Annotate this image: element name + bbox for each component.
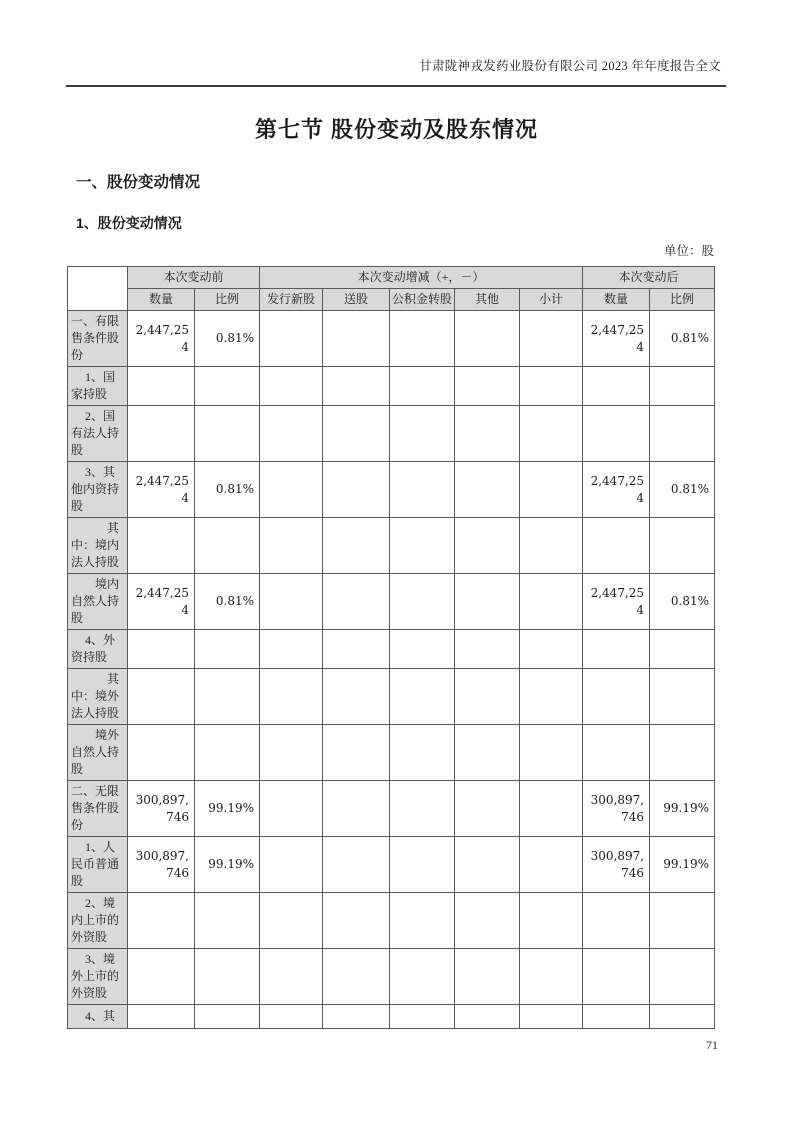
value-cell	[455, 893, 520, 949]
value-cell	[390, 574, 455, 630]
value-cell	[195, 725, 260, 781]
value-cell: 2,447,254	[583, 462, 650, 518]
value-cell	[323, 367, 390, 406]
value-cell	[390, 462, 455, 518]
col-header-pct-before: 比例	[195, 289, 260, 311]
value-cell	[195, 1005, 260, 1029]
value-cell: 300,897,746	[583, 781, 650, 837]
col-header-reserve-conversion: 公积金转股	[390, 289, 455, 311]
value-cell: 2,447,254	[128, 462, 195, 518]
col-header-bonus-shares: 送股	[323, 289, 390, 311]
value-cell	[128, 1005, 195, 1029]
value-cell	[195, 367, 260, 406]
table-row	[68, 669, 715, 725]
value-cell	[195, 949, 260, 1005]
value-cell	[520, 574, 583, 630]
subsection-heading: 1、股份变动情况	[76, 215, 182, 231]
value-cell	[323, 630, 390, 669]
value-cell: 0.81%	[195, 574, 260, 630]
value-cell	[520, 406, 583, 462]
group-header-change: 本次变动增减（+，－）	[260, 267, 583, 289]
value-cell	[583, 1005, 650, 1029]
col-header-qty-after: 数量	[583, 289, 650, 311]
corner-cell	[68, 267, 128, 311]
value-cell	[650, 725, 715, 781]
value-cell	[583, 518, 650, 574]
value-cell	[455, 630, 520, 669]
value-cell	[650, 518, 715, 574]
value-cell	[390, 367, 455, 406]
row-label-cell: 其中：境内法人持股	[68, 518, 128, 574]
table-row	[68, 725, 715, 781]
value-cell	[650, 669, 715, 725]
value-cell	[128, 725, 195, 781]
value-cell: 0.81%	[650, 462, 715, 518]
value-cell	[520, 669, 583, 725]
row-label-cell: 3、境外上市的外资股	[68, 949, 128, 1005]
col-header-subtotal: 小计	[520, 289, 583, 311]
value-cell	[390, 893, 455, 949]
value-cell	[390, 518, 455, 574]
value-cell	[455, 518, 520, 574]
value-cell	[650, 893, 715, 949]
row-label-cell: 一、有限售条件股份	[68, 311, 128, 367]
value-cell	[260, 893, 323, 949]
value-cell	[323, 893, 390, 949]
value-cell	[128, 406, 195, 462]
table-row	[68, 406, 715, 462]
value-cell	[323, 406, 390, 462]
value-cell: 0.81%	[650, 574, 715, 630]
col-header-pct-after: 比例	[650, 289, 715, 311]
value-cell	[260, 462, 323, 518]
value-cell	[650, 949, 715, 1005]
table-header-group-row	[68, 267, 715, 289]
table-row	[68, 893, 715, 949]
value-cell: 99.19%	[650, 781, 715, 837]
table-row	[68, 518, 715, 574]
value-cell	[323, 574, 390, 630]
value-cell	[260, 311, 323, 367]
value-cell	[455, 574, 520, 630]
value-cell	[390, 669, 455, 725]
page-number: 71	[706, 1038, 718, 1052]
value-cell	[583, 725, 650, 781]
group-header-before: 本次变动前	[128, 267, 260, 289]
value-cell	[520, 725, 583, 781]
value-cell	[260, 518, 323, 574]
value-cell	[260, 367, 323, 406]
value-cell	[390, 837, 455, 893]
row-label-cell: 1、人民币普通股	[68, 837, 128, 893]
value-cell	[650, 1005, 715, 1029]
row-label-cell: 2、国有法人持股	[68, 406, 128, 462]
col-header-new-issue: 发行新股	[260, 289, 323, 311]
value-cell	[195, 406, 260, 462]
value-cell	[390, 311, 455, 367]
value-cell	[128, 630, 195, 669]
value-cell	[323, 949, 390, 1005]
value-cell	[195, 669, 260, 725]
value-cell	[455, 1005, 520, 1029]
row-label-cell: 二、无限售条件股份	[68, 781, 128, 837]
value-cell	[260, 630, 323, 669]
value-cell	[128, 893, 195, 949]
value-cell	[455, 406, 520, 462]
section-heading: 一、股份变动情况	[76, 174, 201, 191]
value-cell	[455, 837, 520, 893]
value-cell: 300,897,746	[583, 837, 650, 893]
value-cell	[455, 725, 520, 781]
value-cell	[520, 518, 583, 574]
value-cell	[520, 837, 583, 893]
value-cell	[128, 367, 195, 406]
value-cell	[323, 1005, 390, 1029]
value-cell	[128, 669, 195, 725]
value-cell	[323, 725, 390, 781]
value-cell: 2,447,254	[128, 311, 195, 367]
row-label-cell: 境外自然人持股	[68, 725, 128, 781]
value-cell	[323, 518, 390, 574]
value-cell	[128, 518, 195, 574]
row-label-cell: 1、国家持股	[68, 367, 128, 406]
value-cell: 2,447,254	[583, 311, 650, 367]
value-cell	[260, 1005, 323, 1029]
value-cell	[520, 781, 583, 837]
value-cell: 0.81%	[650, 311, 715, 367]
value-cell: 2,447,254	[583, 574, 650, 630]
value-cell	[455, 949, 520, 1005]
col-header-other: 其他	[455, 289, 520, 311]
value-cell	[520, 462, 583, 518]
value-cell	[455, 669, 520, 725]
value-cell	[323, 837, 390, 893]
chapter-title: 第七节 股份变动及股东情况	[254, 117, 539, 142]
value-cell	[390, 1005, 455, 1029]
value-cell	[455, 311, 520, 367]
value-cell	[195, 518, 260, 574]
share-change-table-body	[68, 311, 715, 1029]
table-row	[68, 949, 715, 1005]
value-cell	[583, 893, 650, 949]
value-cell	[323, 311, 390, 367]
table-row	[68, 367, 715, 406]
value-cell	[583, 949, 650, 1005]
value-cell	[520, 893, 583, 949]
value-cell	[260, 837, 323, 893]
value-cell	[390, 406, 455, 462]
row-label-cell: 3、其他内资持股	[68, 462, 128, 518]
value-cell	[195, 893, 260, 949]
value-cell	[323, 781, 390, 837]
value-cell	[260, 949, 323, 1005]
table-row	[68, 837, 715, 893]
table-header-columns-row	[68, 289, 715, 311]
value-cell	[390, 949, 455, 1005]
table-row	[68, 781, 715, 837]
value-cell: 300,897,746	[128, 837, 195, 893]
share-change-table	[67, 266, 715, 1029]
group-header-after: 本次变动后	[583, 267, 715, 289]
value-cell: 99.19%	[195, 781, 260, 837]
unit-label: 单位：股	[663, 244, 714, 258]
row-label-cell: 4、外资持股	[68, 630, 128, 669]
value-cell	[583, 367, 650, 406]
value-cell	[583, 630, 650, 669]
running-header: 甘肃陇神戎发药业股份有限公司 2023 年年度报告全文	[419, 59, 721, 73]
value-cell	[520, 949, 583, 1005]
value-cell	[520, 1005, 583, 1029]
value-cell	[520, 311, 583, 367]
value-cell	[650, 630, 715, 669]
value-cell	[520, 630, 583, 669]
value-cell	[455, 781, 520, 837]
table-row	[68, 630, 715, 669]
value-cell	[260, 574, 323, 630]
value-cell	[260, 725, 323, 781]
value-cell: 0.81%	[195, 462, 260, 518]
row-label-cell: 2、境内上市的外资股	[68, 893, 128, 949]
table-row	[68, 1005, 715, 1029]
table-row	[68, 311, 715, 367]
value-cell	[323, 669, 390, 725]
value-cell	[260, 781, 323, 837]
value-cell	[650, 406, 715, 462]
row-label-cell: 境内自然人持股	[68, 574, 128, 630]
value-cell: 300,897,746	[128, 781, 195, 837]
value-cell: 2,447,254	[128, 574, 195, 630]
value-cell	[323, 462, 390, 518]
value-cell	[650, 367, 715, 406]
row-label-cell: 4、其	[68, 1005, 128, 1029]
value-cell	[390, 781, 455, 837]
value-cell	[520, 367, 583, 406]
value-cell	[128, 949, 195, 1005]
value-cell	[583, 406, 650, 462]
value-cell	[455, 462, 520, 518]
header-divider-line	[66, 85, 726, 87]
table-header	[68, 267, 715, 311]
row-label-cell: 其中：境外法人持股	[68, 669, 128, 725]
table-row	[68, 462, 715, 518]
value-cell	[390, 630, 455, 669]
value-cell: 99.19%	[650, 837, 715, 893]
value-cell	[390, 725, 455, 781]
value-cell	[583, 669, 650, 725]
col-header-qty-before: 数量	[128, 289, 195, 311]
table-row	[68, 574, 715, 630]
value-cell: 99.19%	[195, 837, 260, 893]
value-cell	[455, 367, 520, 406]
value-cell	[195, 630, 260, 669]
value-cell	[260, 669, 323, 725]
value-cell	[260, 406, 323, 462]
value-cell: 0.81%	[195, 311, 260, 367]
